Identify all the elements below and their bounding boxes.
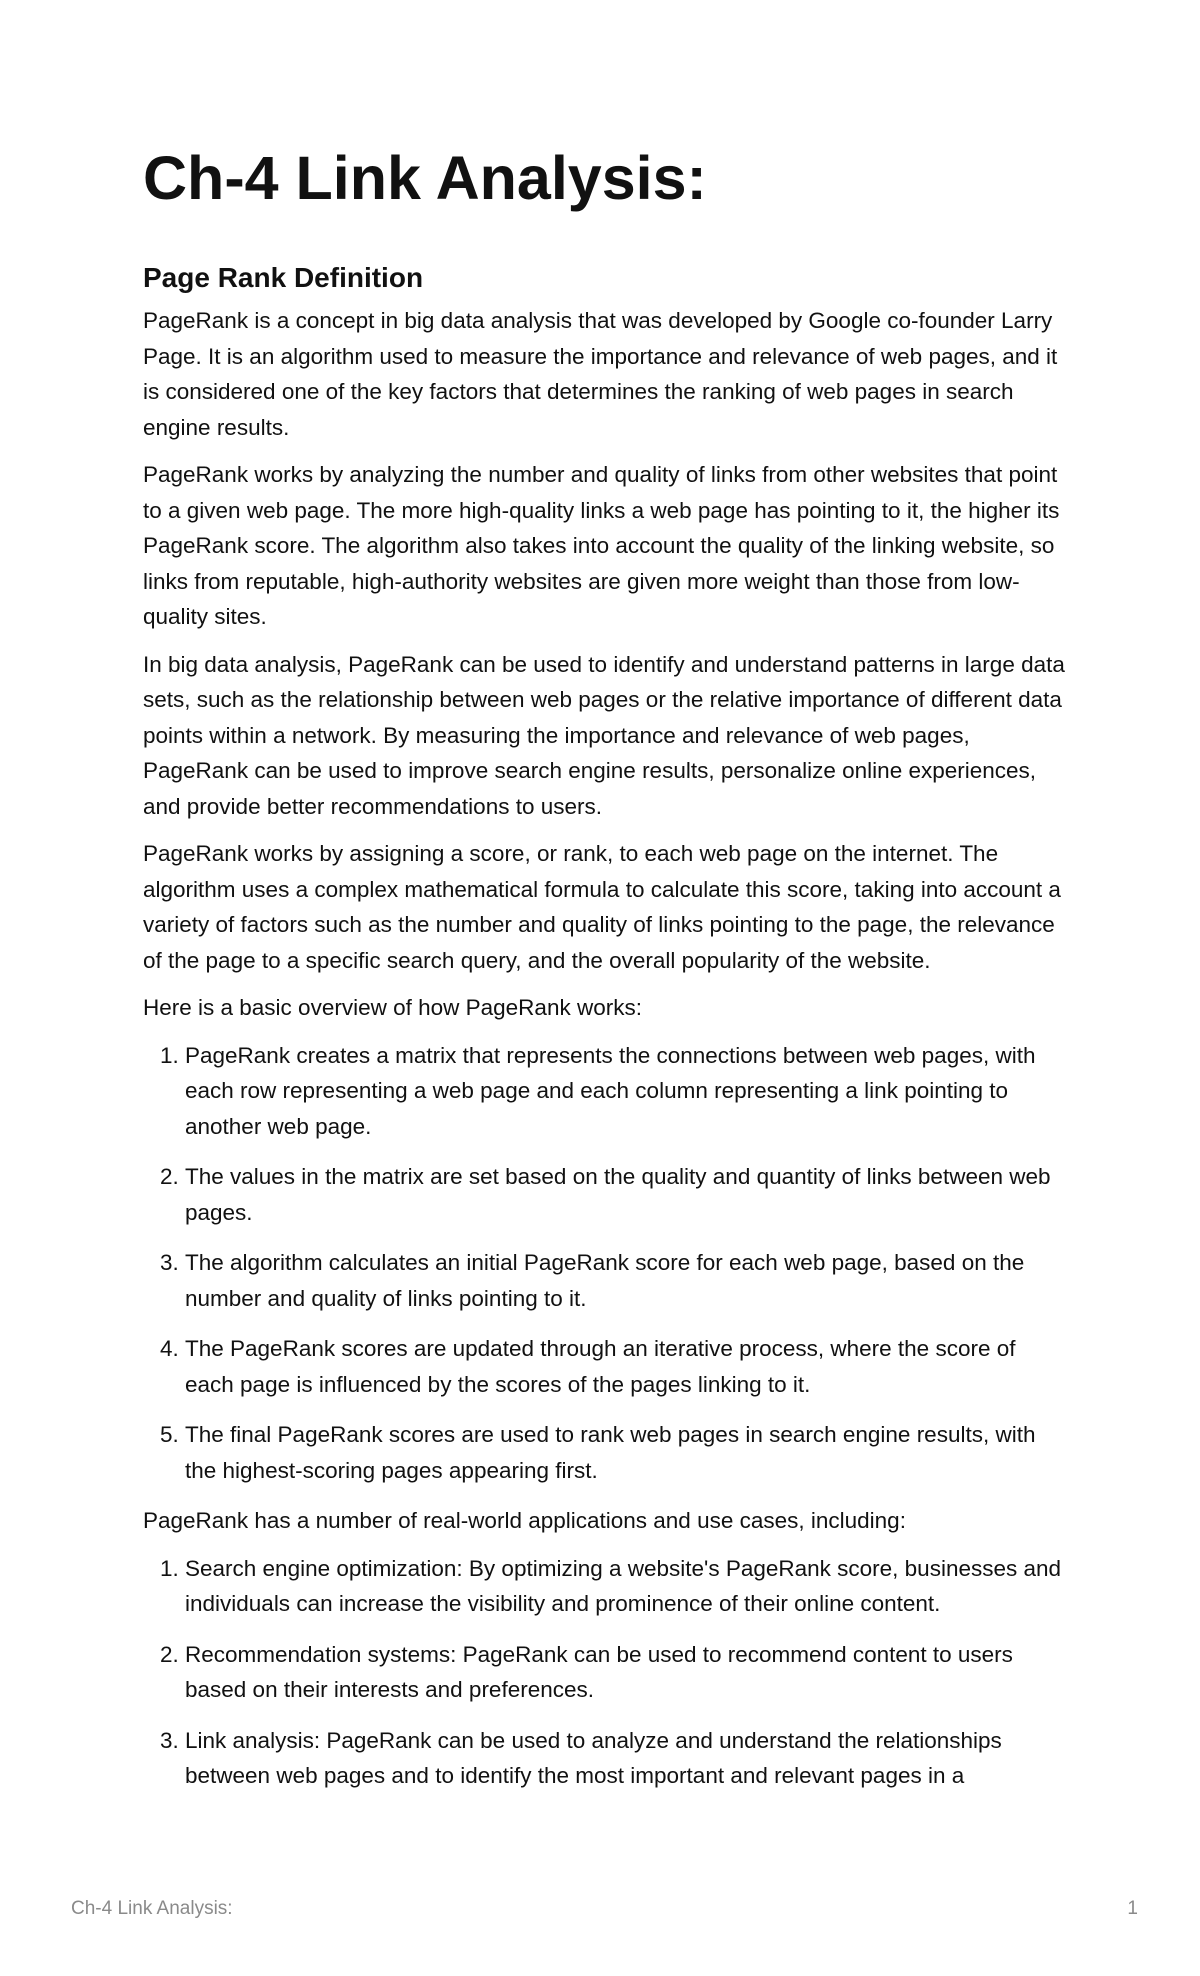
- footer-title: Ch-4 Link Analysis:: [71, 1898, 233, 1919]
- paragraph: Here is a basic overview of how PageRank works:: [143, 995, 642, 1020]
- paragraph: PageRank is a concept in big data analysis that was developed by Google co-founder Larry Page. It is an algorithm used to measure the importance and relevance of web pages, and it is considered one of the key factors that determines the ranking of web pages in search engine results.: [143, 308, 1058, 440]
- document-body: [143, 136, 1068, 1809]
- paragraph: PageRank works by analyzing the number and quality of links from other websites that point to a given web page. The more high-quality links a web page has pointing to it, the higher its PageRank score. The algorithm also takes into account the quality of the linking website, so links from reputable, high-authority websites are given more weight than those from low-quality sites.: [143, 462, 1060, 629]
- list-item: 3. Link analysis: PageRank can be used to analyze and understand the relationships between web pages and to identify the most important and relevant pages in a: [185, 1723, 1068, 1794]
- page-number: 1: [1127, 1898, 1138, 1919]
- list-item: 4. The PageRank scores are updated through an iterative process, where the score of each page is influenced by the scores of the pages linking to it.: [185, 1331, 1068, 1402]
- applications-list: [143, 1551, 1068, 1794]
- list-item: 5. The final PageRank scores are used to rank web pages in search engine results, with the highest-scoring pages appearing first.: [185, 1417, 1068, 1488]
- how-it-works-list: [143, 1038, 1068, 1489]
- paragraph: In big data analysis, PageRank can be used to identify and understand patterns in large data sets, such as the relationship between web pages or the relative importance of different data points within a network. By measuring the importance and relevance of web pages, PageRank can be used to improve search engine results, personalize online experiences, and provide better recommendations to users.: [143, 651, 1065, 819]
- list-item: 2. Recommendation systems: PageRank can be used to recommend content to users based on their interests and preferences.: [185, 1637, 1068, 1708]
- section-heading: Page Rank Definition: [143, 262, 424, 293]
- list-item: 3. The algorithm calculates an initial PageRank score for each web page, based on the number and quality of links pointing to it.: [185, 1245, 1068, 1316]
- list-item: 1. Search engine optimization: By optimizing a website's PageRank score, businesses and individuals can increase the visibility and prominence of their online content.: [185, 1551, 1068, 1622]
- list-item: 1. PageRank creates a matrix that represents the connections between web pages, with each row representing a web page and each column representing a link pointing to another web page.: [185, 1038, 1068, 1145]
- document-title: Ch-4 Link Analysis:: [143, 144, 707, 212]
- list-item: 2. The values in the matrix are set based on the quality and quantity of links between web pages.: [185, 1159, 1068, 1230]
- paragraph: PageRank works by assigning a score, or rank, to each web page on the internet. The algorithm uses a complex mathematical formula to calculate this score, taking into account a variety of factors such as the number and quality of links pointing to the page, the relevance of the page to a specific search query, and the overall popularity of the website.: [143, 841, 1061, 973]
- applications-intro: PageRank has a number of real-world applications and use cases, including:: [143, 1508, 906, 1533]
